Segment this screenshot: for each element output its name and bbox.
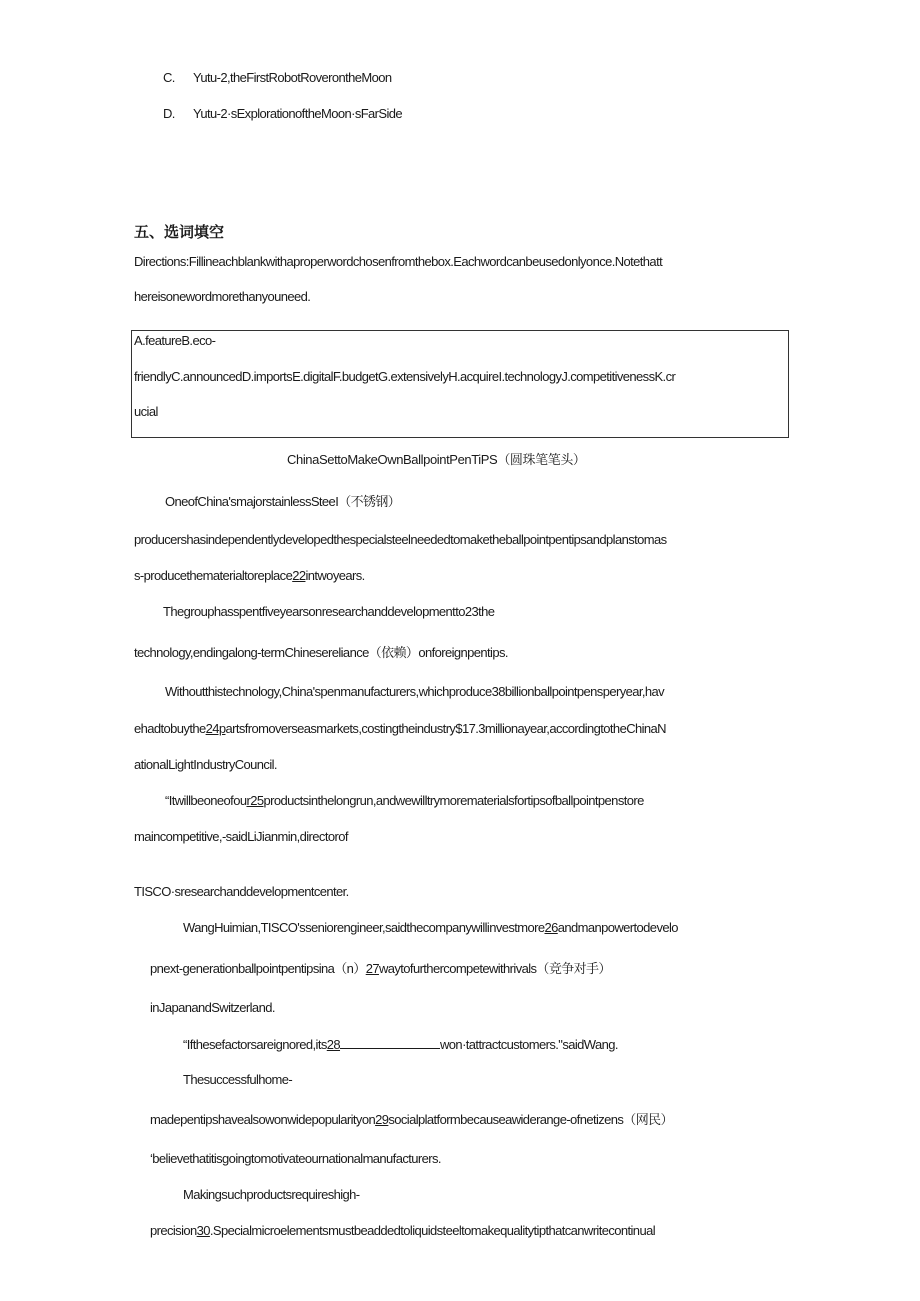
p3-line-2-post: artsfromoverseasmarkets,costingtheindustry$17.3millionayear,accordingtotheChinaN <box>225 721 666 736</box>
word-box <box>131 330 789 438</box>
blank-25[interactable]: r25 <box>246 793 264 808</box>
p1-line-3-post: intwoyears. <box>305 568 365 583</box>
p1-line-3 <box>134 568 365 583</box>
p1-line-1: OneofChina'smajorstainlessSteeI（不锈钢） <box>165 494 401 509</box>
passage-title: ChinaSettoMakeOwnBallpointPenTiPS（圆珠笔笔头） <box>287 452 586 467</box>
p4-line-2: maincompetitive,-saidLiJianmin,directorof <box>134 829 348 844</box>
p6-pre: “Ifthesefactorsareignored,its <box>183 1037 327 1052</box>
p4-line-1-post: productsinthelongrun,andwewilltrymorematerialsfortipsofballpointpenstore <box>263 793 644 808</box>
directions-line-2: hereisonewordmorethanyouneed. <box>134 289 311 304</box>
section-heading: 五、选词填空 <box>134 223 225 241</box>
option-d-letter: D. <box>163 106 175 121</box>
blank-24[interactable]: 24p <box>205 721 226 736</box>
p7-line-2-pre: madepentipshavealsowonwidepopularityon <box>150 1112 376 1127</box>
p1-line-2: producershasindependentlydevelopedthespecialsteelneededtomaketheballpointpentipsandplanstomas <box>134 532 667 547</box>
p3-line-2-pre: ehadtobuythe <box>134 721 206 736</box>
p1-line-3-pre: s-producethematerialtoreplace <box>134 568 293 583</box>
option-c-text: Yutu-2,theFirstRobotRoverontheMoon <box>193 70 392 85</box>
p5-line-1 <box>183 920 678 935</box>
p2-line-2: technology,endingalong-termChinesereliance（依赖）onforeignpentips. <box>134 645 508 660</box>
p6-post: won·tattractcustomers."saidWang. <box>440 1037 618 1052</box>
directions-line-1: Directions:Fillineachblankwithaproperwordchosenfromthebox.Eachwordcanbeusedonlyonce.Notethatt <box>134 254 663 269</box>
p8-line-2-pre: precision <box>150 1223 197 1238</box>
word-box-line-1: A.featureB.eco- <box>134 333 216 348</box>
p3-line-1: Withoutthistechnology,China'spenmanufacturers,whichproduce38billionballpointpensperyear,hav <box>165 684 665 699</box>
p3-line-3: ationalLightIndustryCouncil. <box>134 757 277 772</box>
p8-line-2-post: .Specialmicroelementsmustbeaddedtoliquidsteeltomakequalitytipthatcanwritecontinual <box>209 1223 655 1238</box>
blank-28-underline[interactable] <box>340 1036 440 1049</box>
p4-line-1 <box>165 793 644 808</box>
p7-line-2 <box>150 1109 673 1128</box>
p5-line-2-post: waytofurthercompetewithrivals（竞争对手） <box>378 961 611 976</box>
p8-line-2 <box>150 1223 655 1238</box>
p5-line-2-pre: pnext-generationballpointpentipsina（n） <box>150 961 366 976</box>
p6-line-1 <box>183 1036 618 1052</box>
blank-26[interactable]: 26 <box>544 920 558 935</box>
word-box-line-2: friendlyC.announcedD.importsE.digitalF.budgetG.extensivelyH.acquireI.technologyJ.competitivenessK.cr <box>134 369 676 384</box>
blank-22[interactable]: 22 <box>292 568 306 583</box>
blank-27[interactable]: 27 <box>365 961 379 976</box>
p7-line-2-post: socialplatformbecauseawiderange-ofnetizens（网民） <box>388 1112 673 1127</box>
blank-28[interactable]: 28 <box>326 1037 341 1052</box>
p5-line-1-pre: WangHuimian,TISCO'sseniorengineer,saidthecompanywillinvestmore <box>183 920 545 935</box>
p8-line-1: Makingsuchproductsrequireshigh- <box>183 1187 360 1202</box>
option-c-letter: C. <box>163 70 175 85</box>
p7-line-3: ‘believethatitisgoingtomotivateournationalmanufacturers. <box>150 1151 441 1166</box>
blank-30[interactable]: 30 <box>196 1223 210 1238</box>
p5-line-1-post: andmanpowertodevelo <box>557 920 678 935</box>
p5-line-3: inJapanandSwitzerland. <box>150 1000 275 1015</box>
word-box-line-3: ucial <box>134 404 158 419</box>
p3-line-2 <box>134 721 666 736</box>
blank-29[interactable]: 29 <box>375 1112 389 1127</box>
p4-line-3: TISCO·sresearchanddevelopmentcenter. <box>134 884 349 899</box>
p5-line-2 <box>150 958 611 977</box>
option-d-text: Yutu-2·sExplorationoftheMoon·sFarSide <box>193 106 403 121</box>
p4-line-1-pre: “Itwillbeoneofou <box>165 793 247 808</box>
p7-line-1: Thesuccessfulhome- <box>183 1072 293 1087</box>
p2-line-1: Thegrouphasspentfiveyearsonresearchanddevelopmentto23the <box>163 604 495 619</box>
